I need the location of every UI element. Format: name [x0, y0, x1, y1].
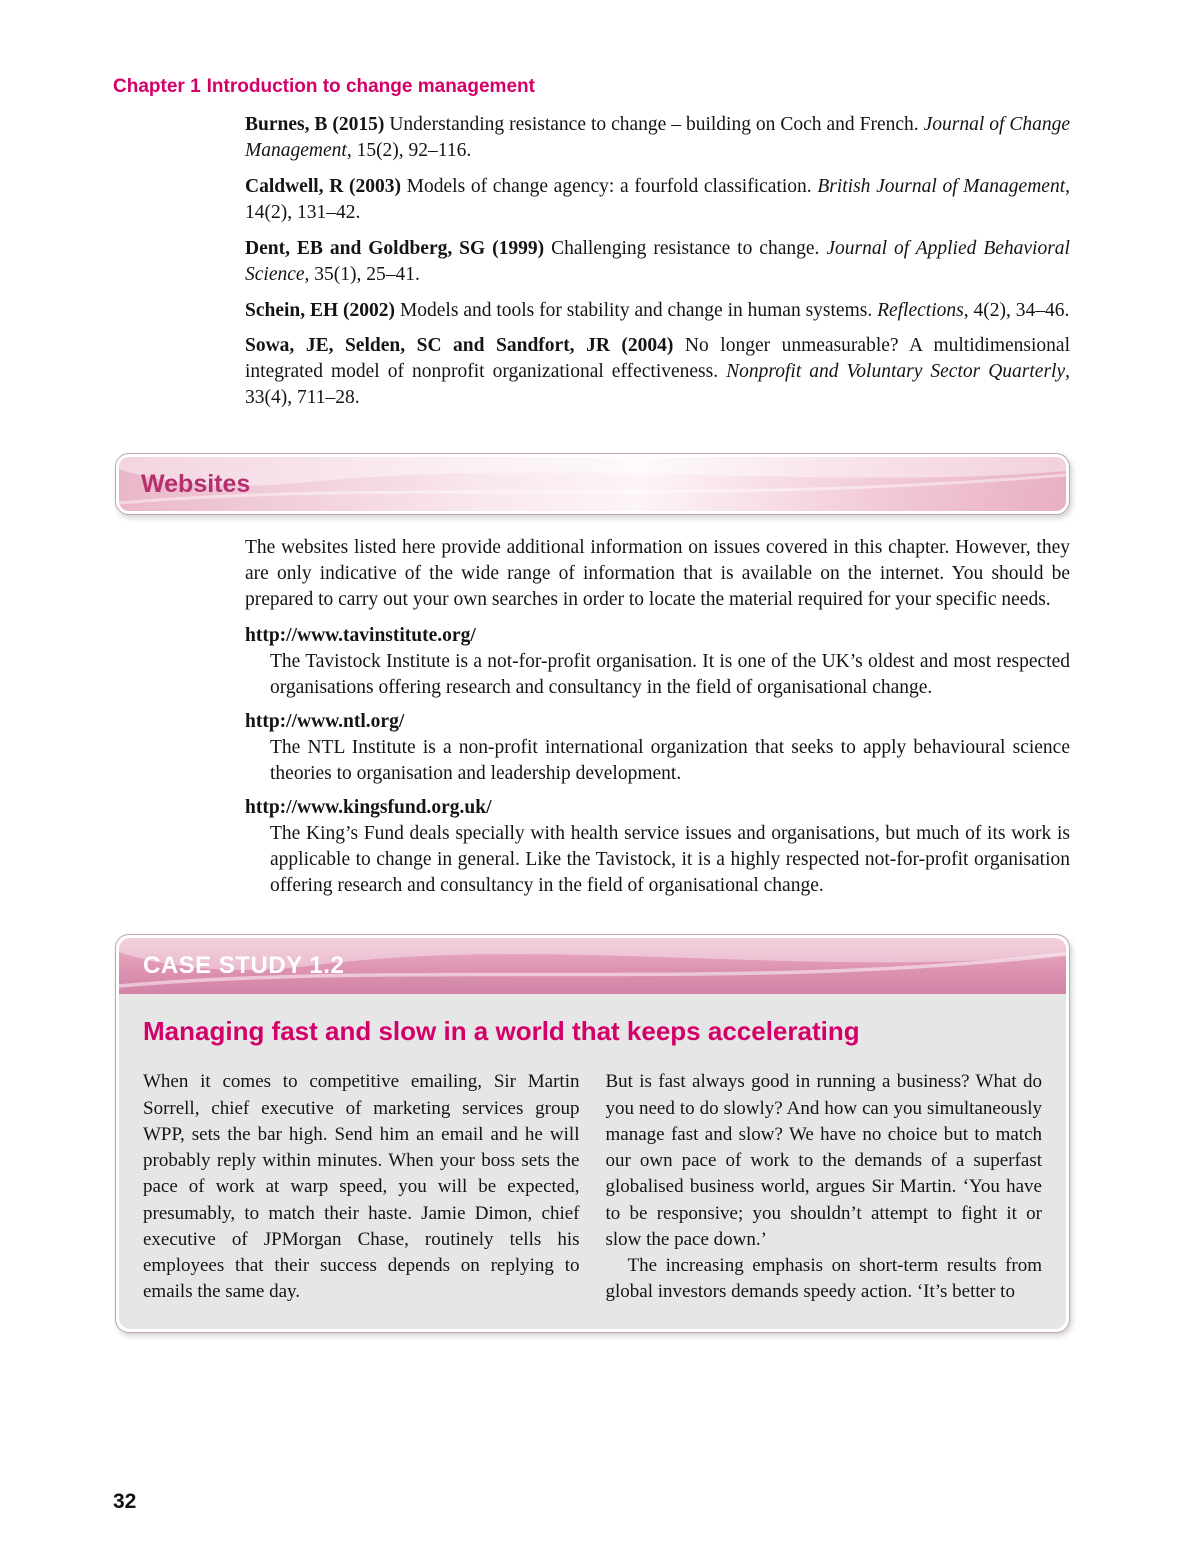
reference-journal: Nonprofit and Voluntary Sector Quarterly — [726, 361, 1066, 383]
reference-journal: Journal of Applied Behavioral Science — [245, 237, 1070, 285]
reference-authors: Schein, EH (2002) — [245, 299, 396, 321]
reference-details: , 15(2), 92–116. — [346, 139, 472, 161]
case-study-columns — [143, 1069, 1042, 1305]
website-description: The Tavistock Institute is a not-for-profit organisation. It is one of the UK’s oldest and most respected organisations offering research and consultancy in the field of organisational change. — [270, 650, 1070, 698]
website-url: http://www.tavinstitute.org/ — [245, 624, 476, 646]
case-study-right-column — [606, 1069, 1043, 1305]
reference-title: Models and tools for stability and change in human systems. — [395, 299, 878, 321]
case-study-title: Managing fast and slow in a world that keeps accelerating — [143, 1016, 860, 1047]
case-study-paragraph: But is fast always good in running a business? What do you need to do slowly? And how can you simultaneously manage fast and slow? We have no choice but to match our own pace of work to the demands of a superfast globalised business world, argues Sir Martin. ‘You have to be responsive; you shouldn’t attempt to fight it or slow the pace down.’ — [605, 1071, 1042, 1250]
reference-authors: Sowa, JE, Selden, SC and Sandfort, JR (2004) — [245, 335, 674, 357]
case-study-banner — [119, 938, 1066, 994]
reference-item — [245, 174, 1070, 226]
reference-details: , 35(1), 25–41. — [304, 263, 420, 285]
reference-details: , 14(2), 131–42. — [245, 175, 1070, 223]
websites-heading: Websites — [141, 469, 251, 498]
reference-authors: Burnes, B (2015) — [245, 114, 385, 135]
websites-intro: The websites listed here provide additional information on issues covered in this chapter. However, they are only indicative of the wide range of information that is available on the internet. You should be prepared to carry out your own searches in order to locate the material required for your specific needs. — [245, 537, 1070, 611]
references-section — [245, 112, 1070, 411]
website-url: http://www.ntl.org/ — [245, 710, 405, 732]
reference-journal: British Journal of Management — [817, 175, 1066, 197]
case-study-box — [115, 934, 1070, 1333]
reference-item — [245, 236, 1070, 288]
chapter-label: Chapter 1 — [113, 76, 201, 97]
case-study-label: CASE STUDY 1.2 — [143, 952, 345, 980]
reference-title: No longer unmeasurable? A multidimensional integrated model of nonprofit organizational effectiveness. — [245, 335, 1071, 383]
case-study-inner — [119, 938, 1066, 1329]
chapter-header — [113, 76, 1200, 98]
case-study-left-column — [143, 1069, 580, 1305]
reference-authors: Caldwell, R (2003) — [245, 175, 401, 197]
case-study-paragraph: The increasing emphasis on short-term results from global investors demands speedy action. ‘It’s better to — [605, 1254, 1042, 1303]
websites-heading-banner — [119, 457, 1066, 511]
website-entry — [245, 797, 1070, 899]
websites-heading-box — [115, 453, 1070, 515]
reference-journal: Journal of Change Management — [245, 114, 1070, 161]
website-description: The King’s Fund deals specially with health service issues and organisations, but much of its work is applicable to change in general. Like the Tavistock, it is a highly respected not-for-profit organisation offering research and consultancy in the field of organisational change. — [270, 822, 1070, 896]
page-number: 32 — [113, 1490, 137, 1513]
reference-title: Understanding resistance to change – building on Coch and French. — [384, 114, 924, 135]
reference-journal: Reflections — [877, 299, 964, 321]
reference-details: , 4(2), 34–46. — [963, 299, 1070, 321]
reference-item — [245, 333, 1070, 411]
websites-section — [245, 535, 1070, 898]
reference-title: Challenging resistance to change. — [544, 237, 827, 259]
case-study-paragraph: When it comes to competitive emailing, Sir Martin Sorrell, chief executive of marketing services group WPP, sets the bar high. Send him an email and he will probably reply within minutes. When your boss sets the pace of work at warp speed, you will be expected, presumably, to match their haste. Jamie Dimon, chief executive of JPMorgan Chase, routinely tells his employees that their success depends on replying to emails the same day. — [143, 1071, 580, 1303]
reference-authors: Dent, EB and Goldberg, SG (1999) — [245, 237, 545, 259]
case-study-body — [119, 994, 1066, 1329]
reference-details: , 33(4), 711–28. — [245, 361, 1071, 409]
website-entry — [245, 625, 1070, 701]
website-entry — [245, 711, 1070, 787]
reference-item — [245, 298, 1070, 324]
reference-title: Models of change agency: a fourfold classification. — [400, 175, 818, 197]
reference-item — [245, 112, 1070, 164]
website-url: http://www.kingsfund.org.uk/ — [245, 796, 492, 818]
chapter-title: Introduction to change management — [206, 76, 535, 97]
website-description: The NTL Institute is a non-profit international organization that seeks to apply behavioural science theories to organisation and leadership development. — [270, 736, 1070, 784]
banner-swoosh-decoration — [119, 457, 1066, 511]
